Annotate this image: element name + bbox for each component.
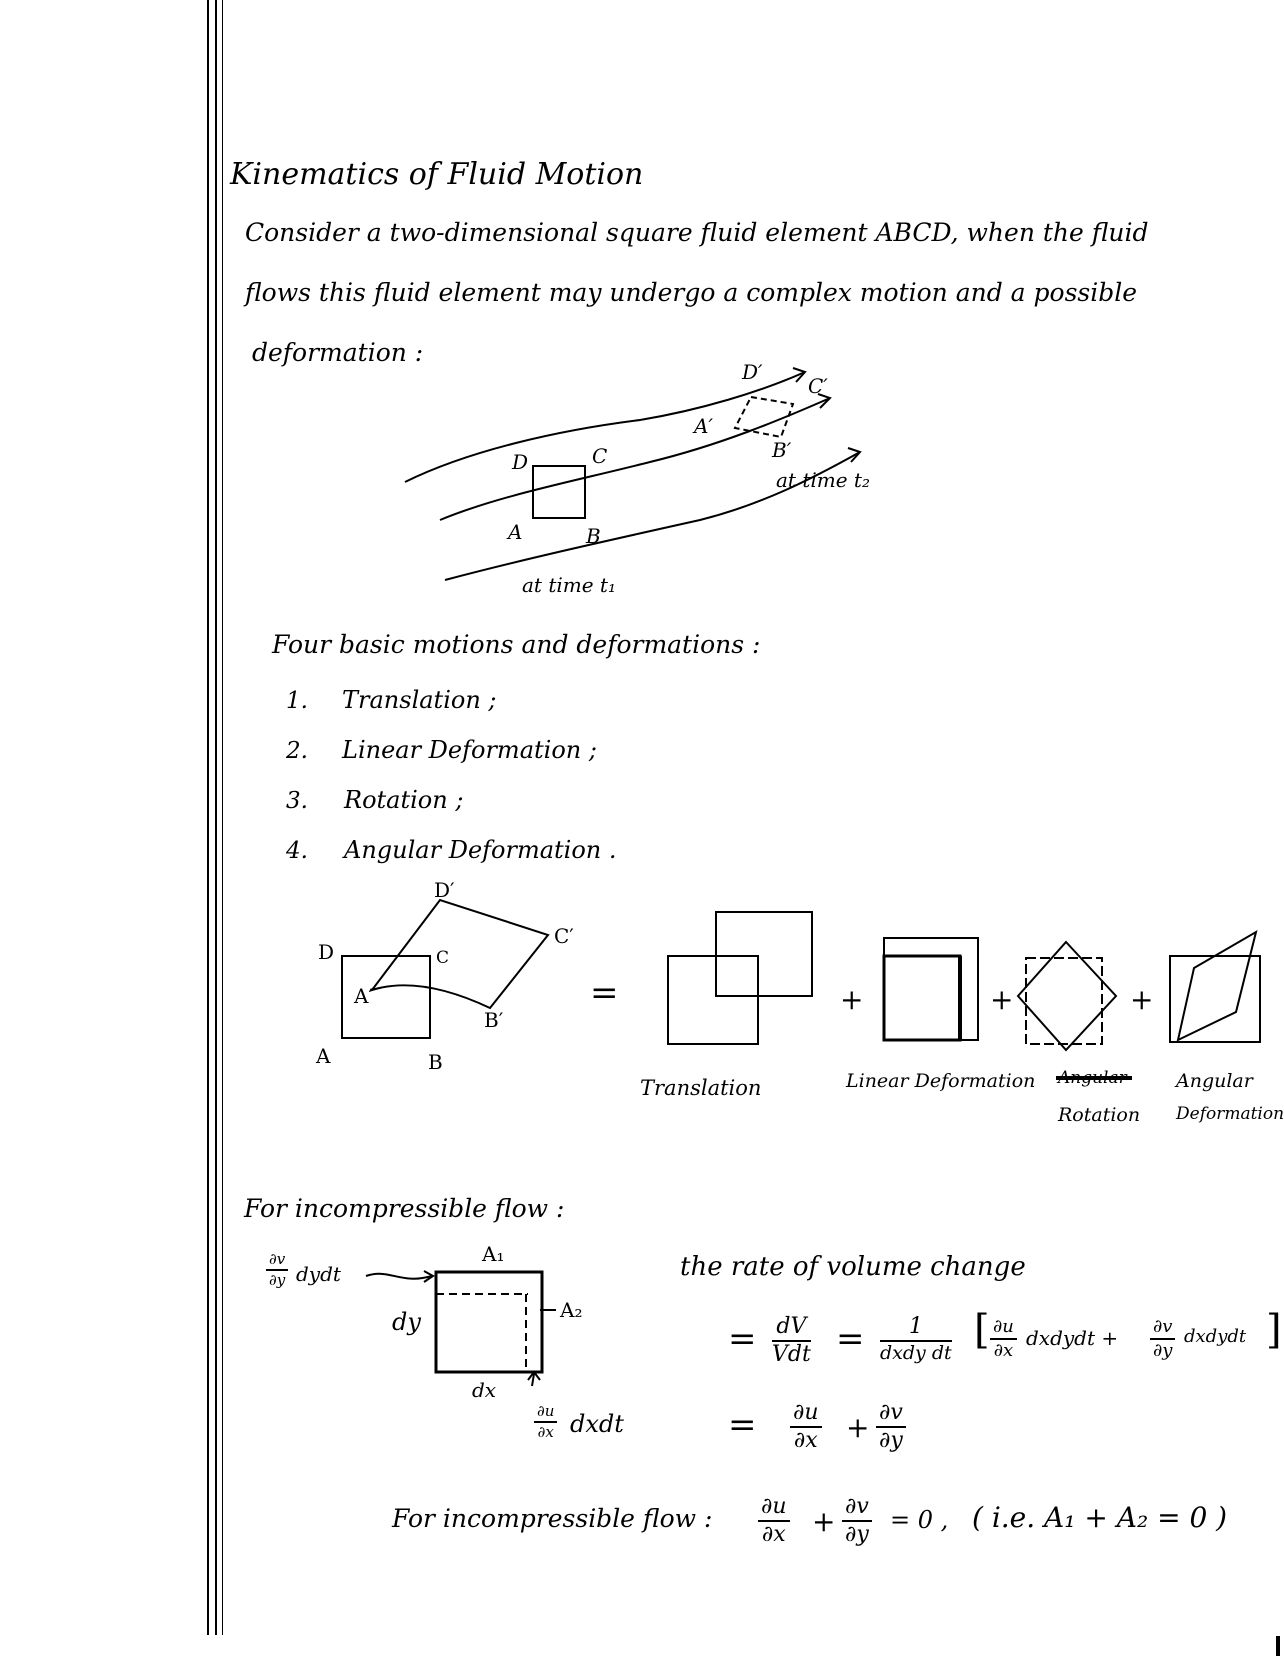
- eq1-frac-4: [1150, 1318, 1175, 1360]
- eq2-f2-den: ∂y: [879, 1428, 903, 1453]
- caption-time-t2: at time t₂: [776, 468, 870, 492]
- equals-sign: =: [590, 973, 619, 1013]
- intro-line-2: flows this fluid element may undergo a complex motion and a possible: [245, 278, 1138, 307]
- s2-label-B-prime: B′: [484, 1008, 504, 1032]
- eq1-frac-1: [772, 1316, 811, 1366]
- eq1-f3-den: ∂x: [993, 1340, 1014, 1361]
- eq1-t4: dxdydt: [1184, 1326, 1247, 1347]
- caption-rotation: Rotation: [1058, 1104, 1141, 1126]
- bottom-term-den: ∂x: [537, 1423, 554, 1441]
- s2-label-C: C: [436, 948, 450, 968]
- eq1-equals: =: [728, 1319, 757, 1359]
- motion-2-text: Linear Deformation ;: [342, 736, 597, 764]
- motions-heading: Four basic motions and deformations :: [272, 630, 761, 659]
- final-frac-1: [758, 1496, 790, 1546]
- eq1-f3-num: ∂u: [990, 1318, 1017, 1340]
- left-term-tail: dydt: [296, 1262, 341, 1286]
- label-D: D: [512, 450, 529, 474]
- plus-sign-2: +: [990, 983, 1014, 1016]
- arrow-to-top: [366, 1274, 432, 1279]
- motion-1-text: Translation ;: [342, 686, 497, 714]
- motion-2-num: 2.: [286, 738, 308, 764]
- label-A-prime: A′: [694, 414, 713, 438]
- eq1-f4-num: ∂v: [1150, 1318, 1175, 1340]
- label-dy: dy: [392, 1308, 421, 1336]
- left-term-num: ∂v: [266, 1252, 288, 1271]
- final-frac-2: [842, 1496, 872, 1546]
- final-f1-num: ∂u: [758, 1496, 790, 1522]
- page-title: Kinematics of Fluid Motion: [230, 157, 644, 192]
- eq2-f1-den: ∂x: [793, 1428, 818, 1453]
- eq2-f2-num: ∂v: [876, 1402, 906, 1428]
- eq2-f1-num: ∂u: [790, 1402, 822, 1428]
- eq2-plus: +: [846, 1411, 870, 1444]
- eq2-frac-2: [876, 1402, 906, 1452]
- s2-label-A: A: [316, 1044, 331, 1068]
- eq1-f1-den: Vdt: [772, 1342, 811, 1367]
- label-D-prime: D′: [742, 360, 763, 384]
- final-paren: ( i.e. A₁ + A₂ = 0 ): [972, 1501, 1228, 1534]
- eq1-frac-2: [880, 1316, 952, 1363]
- eq1-bracket-close: ]: [1266, 1307, 1282, 1353]
- eq1-bracket-open: [: [974, 1307, 990, 1353]
- label-A2: A₂: [560, 1298, 583, 1322]
- eq1-f1-num: dV: [772, 1316, 811, 1342]
- eq1-f4-den: ∂y: [1153, 1340, 1173, 1361]
- caption-angular-2: Deformation: [1176, 1104, 1284, 1124]
- bottom-term-tail: dxdt: [570, 1410, 624, 1438]
- caption-time-t1: at time t₁: [522, 573, 616, 597]
- eq1-f2-den: dxdy dt: [880, 1342, 952, 1364]
- label-C-prime: C′: [808, 374, 828, 398]
- s2-label-A-prime: A′: [354, 984, 373, 1008]
- label-A: A: [508, 520, 523, 544]
- final-f2-den: ∂y: [845, 1522, 869, 1547]
- s2-label-D-prime: D′: [434, 878, 455, 902]
- s2-label-B: B: [428, 1050, 443, 1074]
- incompressible-heading: For incompressible flow :: [244, 1194, 565, 1223]
- eq1-t3: dxdydt +: [1026, 1326, 1119, 1350]
- label-C: C: [592, 444, 608, 468]
- eq1-equals-2: =: [836, 1319, 865, 1359]
- caption-angular-1: Angular: [1176, 1070, 1253, 1092]
- final-f1-den: ∂x: [761, 1522, 786, 1547]
- left-term-den: ∂y: [269, 1271, 286, 1289]
- rate-text: the rate of volume change: [680, 1252, 1026, 1282]
- eq2-equals: =: [728, 1405, 757, 1445]
- final-plus: +: [812, 1505, 836, 1538]
- eq1-f2-num: 1: [880, 1316, 952, 1342]
- motion-3-num: 3.: [286, 788, 308, 814]
- label-A1: A₁: [482, 1242, 505, 1266]
- left-term-fraction: [266, 1252, 288, 1288]
- label-B-prime: B′: [772, 438, 792, 462]
- caption-linear: Linear Deformation: [846, 1070, 1036, 1092]
- eq2-frac-1: [790, 1402, 822, 1452]
- plus-sign-1: +: [840, 983, 864, 1016]
- intro-line-3: deformation :: [252, 338, 424, 367]
- s2-label-D: D: [318, 940, 335, 964]
- bottom-term-fraction: [534, 1404, 557, 1440]
- label-dx: dx: [472, 1378, 497, 1402]
- plus-sign-3: +: [1130, 983, 1154, 1016]
- motion-3-text: Rotation ;: [344, 786, 464, 814]
- caption-translation: Translation: [640, 1076, 762, 1100]
- eq1-frac-3: [990, 1318, 1017, 1360]
- label-B: B: [586, 524, 601, 548]
- bottom-term-num: ∂u: [534, 1404, 557, 1423]
- intro-line-1: Consider a two-dimensional square fluid element ABCD, when the fluid: [245, 218, 1149, 247]
- s2-label-C-prime: C′: [554, 924, 574, 948]
- motion-4-text: Angular Deformation .: [344, 836, 617, 864]
- final-prefix: For incompressible flow :: [392, 1504, 713, 1533]
- final-f2-num: ∂v: [842, 1496, 872, 1522]
- motion-1-num: 1.: [286, 688, 308, 714]
- motion-4-num: 4.: [286, 838, 308, 864]
- final-rest: = 0 ,: [890, 1506, 949, 1534]
- caption-struck: Angular: [1058, 1068, 1127, 1088]
